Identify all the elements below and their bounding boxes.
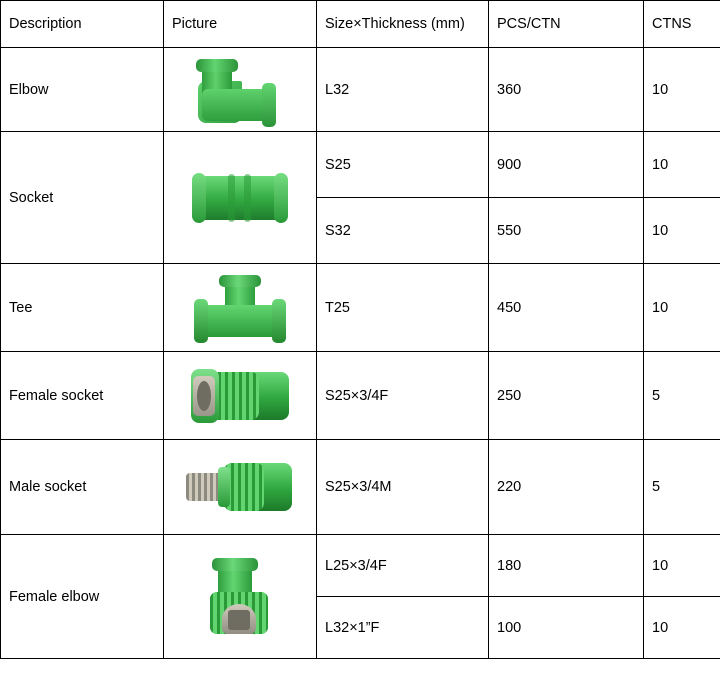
cell-description: Socket: [1, 132, 164, 264]
cell-ctns: 10: [644, 48, 720, 132]
cell-picture: [164, 132, 317, 264]
cell-description: Male socket: [1, 440, 164, 535]
cell-description: Female elbow: [1, 535, 164, 659]
cell-size: S32: [317, 198, 489, 264]
cell-description: Elbow: [1, 48, 164, 132]
female-socket-fitting-image: [172, 368, 308, 424]
cell-size: L32×1”F: [317, 597, 489, 659]
cell-size: L32: [317, 48, 489, 132]
cell-pcs: 450: [489, 264, 644, 352]
table-row: [1, 440, 720, 535]
cell-ctns: 10: [644, 597, 720, 659]
female-elbow-fitting-image: [172, 558, 308, 636]
elbow-fitting-image: [172, 59, 308, 121]
table-header-row: [1, 1, 720, 48]
cell-ctns: 5: [644, 352, 720, 440]
cell-size: S25: [317, 132, 489, 198]
cell-pcs: 360: [489, 48, 644, 132]
cell-picture: [164, 264, 317, 352]
cell-size: S25×3/4M: [317, 440, 489, 535]
table-row: [1, 48, 720, 132]
cell-ctns: 10: [644, 535, 720, 597]
cell-pcs: 100: [489, 597, 644, 659]
column-header-pcs-per-ctn: PCS/CTN: [489, 1, 644, 48]
cell-picture: [164, 535, 317, 659]
cell-description: Tee: [1, 264, 164, 352]
column-header-description: Description: [1, 1, 164, 48]
socket-fitting-image: [172, 170, 308, 226]
table-row: [1, 535, 720, 597]
cell-pcs: 250: [489, 352, 644, 440]
cell-size: S25×3/4F: [317, 352, 489, 440]
column-header-size-thickness: Size×Thickness (mm): [317, 1, 489, 48]
male-socket-fitting-image: [172, 461, 308, 513]
cell-pcs: 220: [489, 440, 644, 535]
cell-picture: [164, 440, 317, 535]
cell-size: T25: [317, 264, 489, 352]
cell-pcs: 180: [489, 535, 644, 597]
column-header-ctns: CTNS: [644, 1, 720, 48]
cell-pcs: 900: [489, 132, 644, 198]
column-header-picture: Picture: [164, 1, 317, 48]
tee-fitting-image: [172, 275, 308, 341]
table-row: [1, 264, 720, 352]
table-header: [1, 1, 720, 48]
cell-size: L25×3/4F: [317, 535, 489, 597]
table-row: [1, 132, 720, 198]
table-body: [1, 48, 720, 659]
table-row: [1, 352, 720, 440]
cell-ctns: 10: [644, 132, 720, 198]
cell-ctns: 5: [644, 440, 720, 535]
cell-pcs: 550: [489, 198, 644, 264]
cell-picture: [164, 48, 317, 132]
cell-picture: [164, 352, 317, 440]
cell-ctns: 10: [644, 198, 720, 264]
cell-ctns: 10: [644, 264, 720, 352]
cell-description: Female socket: [1, 352, 164, 440]
